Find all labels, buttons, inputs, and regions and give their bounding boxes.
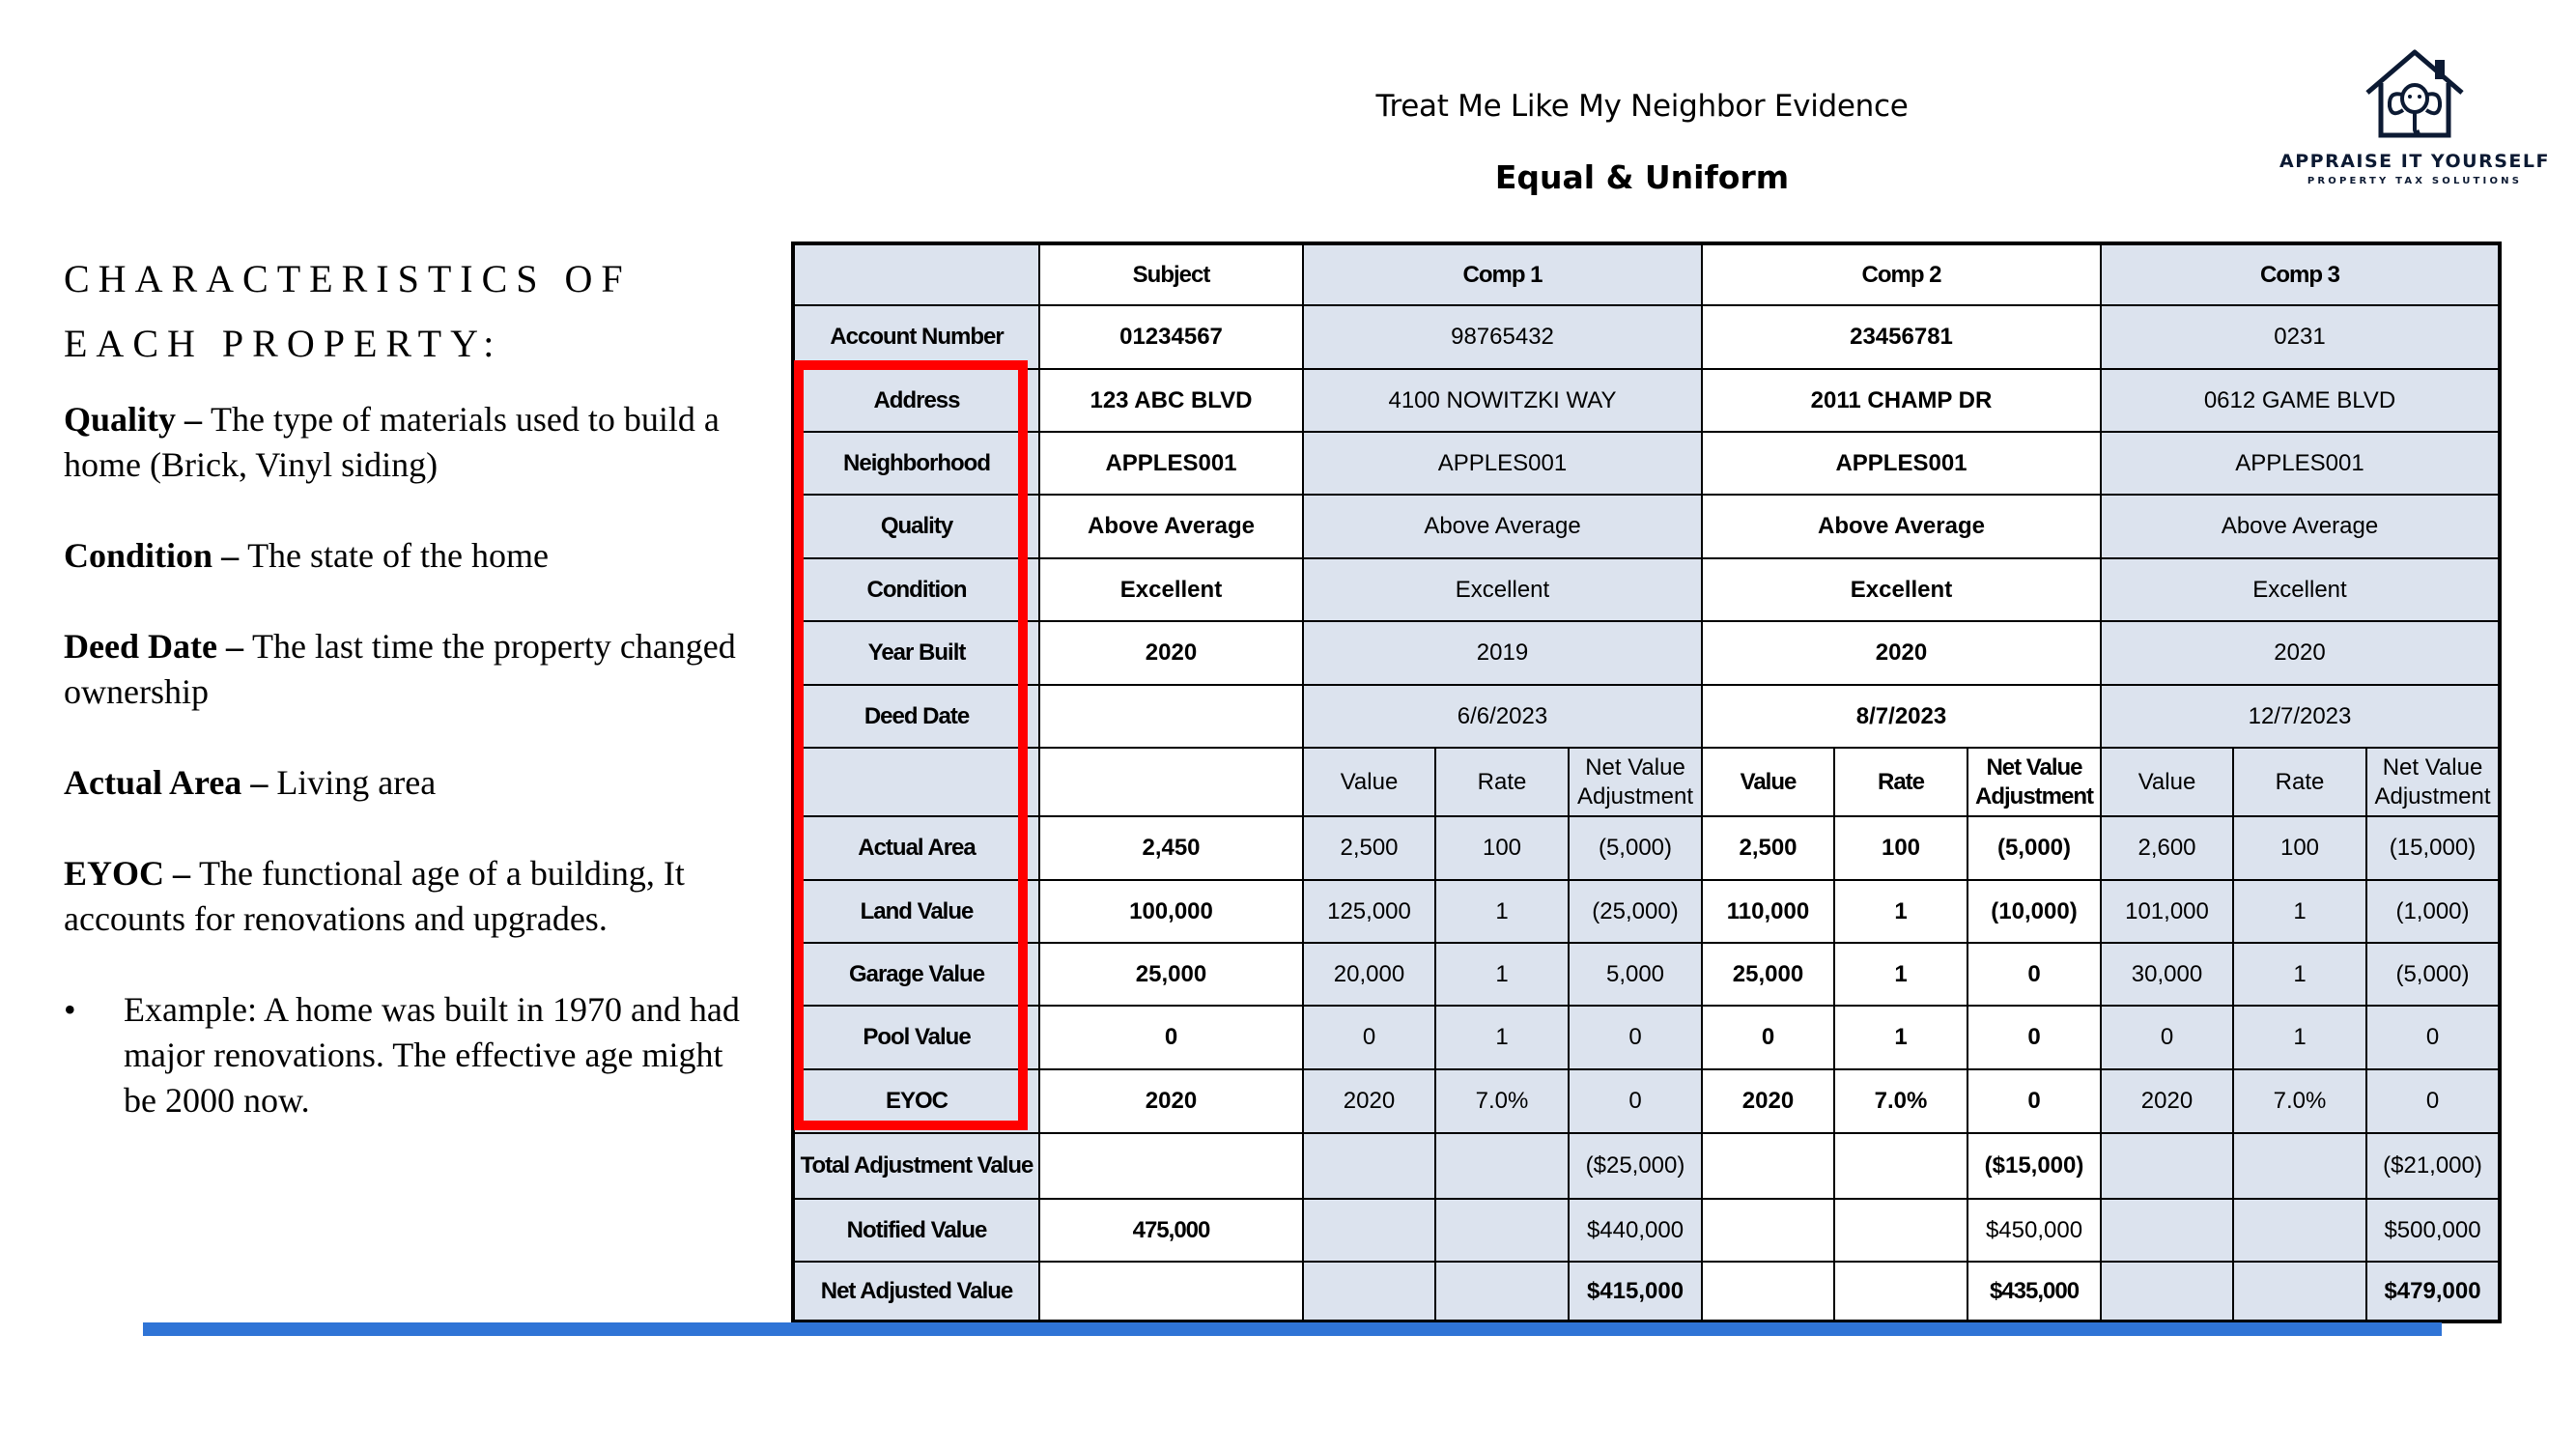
header-row <box>793 243 2500 305</box>
comp1-net: $440,000 <box>1569 1199 1702 1262</box>
subject-cell: 25,000 <box>1039 943 1303 1006</box>
definition-text: The functional age of a building, It accounts for renovations and upgrades. <box>64 854 685 938</box>
comp3-net: (15,000) <box>2366 816 2500 880</box>
comp1-net-header <box>1569 748 1702 816</box>
comp1-cell: 6/6/2023 <box>1303 685 1702 748</box>
comp2-value: 25,000 <box>1702 943 1834 1006</box>
comp2-net: (5,000) <box>1967 816 2101 880</box>
subject-cell <box>1039 1262 1303 1321</box>
comp3-value <box>2101 1199 2233 1262</box>
subject-cell: 01234567 <box>1039 305 1303 369</box>
adjustment-row <box>793 1069 2500 1133</box>
comp2-rate-header: Rate <box>1834 748 1967 816</box>
comp1-value-header: Value <box>1303 748 1435 816</box>
row-label: Condition <box>793 558 1039 621</box>
adjustment-row <box>793 880 2500 943</box>
comp1-cell: 98765432 <box>1303 305 1702 369</box>
comp1-net: 0 <box>1569 1006 1702 1069</box>
comp1-net: 0 <box>1569 1069 1702 1133</box>
row-label: Total Adjustment Value <box>793 1133 1039 1199</box>
comp3-rate-header: Rate <box>2233 748 2366 816</box>
header-comp1: Comp 1 <box>1303 243 1702 305</box>
comp3-rate: 100 <box>2233 816 2366 880</box>
term-separator: – <box>212 536 248 575</box>
comp2-rate <box>1834 1199 1967 1262</box>
comp1-rate: 1 <box>1435 880 1569 943</box>
comp1-rate: 1 <box>1435 943 1569 1006</box>
subject-cell: 2020 <box>1039 1069 1303 1133</box>
total-adjustment-row <box>793 1133 2500 1199</box>
comp3-value: 2,600 <box>2101 816 2233 880</box>
comp2-value: 2020 <box>1702 1069 1834 1133</box>
comp1-rate: 100 <box>1435 816 1569 880</box>
definition-text: The state of the home <box>247 536 549 575</box>
comp2-rate: 100 <box>1834 816 1967 880</box>
net-header-line2: Adjustment <box>1975 782 2093 810</box>
comp3-net: (1,000) <box>2366 880 2500 943</box>
comp1-value: 2020 <box>1303 1069 1435 1133</box>
comp3-value: 30,000 <box>2101 943 2233 1006</box>
comp3-net: $500,000 <box>2366 1199 2500 1262</box>
comp1-cell: Above Average <box>1303 495 1702 558</box>
heading-line2: EACH PROPERTY: <box>64 322 503 365</box>
comp3-net: $479,000 <box>2366 1262 2500 1321</box>
comp2-net: $435,000 <box>1967 1262 2101 1321</box>
comp2-value: 2,500 <box>1702 816 1834 880</box>
comp1-cell: 2019 <box>1303 621 1702 685</box>
subject-cell: 0 <box>1039 1006 1303 1069</box>
definition-quality <box>64 397 759 488</box>
company-logo <box>2279 46 2550 201</box>
characteristics-heading <box>64 246 759 376</box>
logo-tagline: PROPERTY TAX SOLUTIONS <box>2307 176 2523 186</box>
definition-deed-date <box>64 624 759 715</box>
comp1-value <box>1303 1133 1435 1199</box>
comp2-value-header: Value <box>1702 748 1834 816</box>
term-deed-date: Deed Date <box>64 627 217 666</box>
comp1-net: $415,000 <box>1569 1262 1702 1321</box>
comp3-value: 2020 <box>2101 1069 2233 1133</box>
comp2-net: 0 <box>1967 943 2101 1006</box>
subject-cell: 475,000 <box>1039 1199 1303 1262</box>
subject-cell: Excellent <box>1039 558 1303 621</box>
corner-cell <box>793 243 1039 305</box>
comp2-rate: 1 <box>1834 943 1967 1006</box>
term-separator: – <box>164 854 200 893</box>
comp1-net: (25,000) <box>1569 880 1702 943</box>
comp1-net: 5,000 <box>1569 943 1702 1006</box>
row-label: Quality <box>793 495 1039 558</box>
subject-cell: 123 ABC BLVD <box>1039 369 1303 432</box>
comp1-rate: 1 <box>1435 1006 1569 1069</box>
comp2-rate: 1 <box>1834 880 1967 943</box>
term-condition: Condition <box>64 536 213 575</box>
row-label: Year Built <box>793 621 1039 685</box>
comp2-cell: 8/7/2023 <box>1702 685 2101 748</box>
comp3-net: 0 <box>2366 1006 2500 1069</box>
definition-eyoc <box>64 851 759 942</box>
footer-line <box>143 1322 2442 1336</box>
term-separator: – <box>216 627 252 666</box>
house-elephant-icon <box>2362 46 2468 143</box>
subject-cell: APPLES001 <box>1039 432 1303 495</box>
subject-cell: 100,000 <box>1039 880 1303 943</box>
example-bullet <box>64 987 759 1123</box>
net-header-line2: Adjustment <box>1576 782 1694 810</box>
term-quality: Quality <box>64 400 177 439</box>
comp1-rate: 7.0% <box>1435 1069 1569 1133</box>
comp3-value: 101,000 <box>2101 880 2233 943</box>
header-comp2: Comp 2 <box>1702 243 2101 305</box>
definition-text: The last time the property changed ownership <box>64 627 736 711</box>
comp2-value <box>1702 1133 1834 1199</box>
example-text: Example: A home was built in 1970 and had major renovations. The effective age might be 2000 now. <box>124 990 740 1120</box>
comp3-cell: Excellent <box>2101 558 2500 621</box>
comp1-cell: Excellent <box>1303 558 1702 621</box>
row-label: Garage Value <box>793 943 1039 1006</box>
comp1-net: (5,000) <box>1569 816 1702 880</box>
comp3-cell: Above Average <box>2101 495 2500 558</box>
adjustment-row <box>793 1006 2500 1069</box>
comp3-rate <box>2233 1262 2366 1321</box>
comp2-net: (10,000) <box>1967 880 2101 943</box>
net-header-line2: Adjustment <box>2374 782 2491 810</box>
subject-cell: 2,450 <box>1039 816 1303 880</box>
comp2-value <box>1702 1199 1834 1262</box>
comp3-value: 0 <box>2101 1006 2233 1069</box>
comp3-rate <box>2233 1133 2366 1199</box>
comp3-net-header <box>2366 748 2500 816</box>
blank-subject-cell <box>1039 748 1303 816</box>
header-subject: Subject <box>1039 243 1303 305</box>
comp3-cell: APPLES001 <box>2101 432 2500 495</box>
definition-text: Living area <box>276 763 437 802</box>
comp3-value <box>2101 1133 2233 1199</box>
row-label: Land Value <box>793 880 1039 943</box>
net-header-line1: Net Value <box>1585 753 1685 781</box>
notified-value-row <box>793 1199 2500 1262</box>
table-row <box>793 495 2500 558</box>
comp1-value: 0 <box>1303 1006 1435 1069</box>
header-comp3: Comp 3 <box>2101 243 2500 305</box>
comp2-rate <box>1834 1133 1967 1199</box>
comp1-rate-header: Rate <box>1435 748 1569 816</box>
comp3-net: (5,000) <box>2366 943 2500 1006</box>
comp1-rate <box>1435 1199 1569 1262</box>
subject-cell <box>1039 685 1303 748</box>
comp2-cell: 23456781 <box>1702 305 2101 369</box>
subheader-row <box>793 748 2500 816</box>
subject-cell <box>1039 1133 1303 1199</box>
subject-cell: Above Average <box>1039 495 1303 558</box>
comp1-value <box>1303 1262 1435 1321</box>
comp1-rate <box>1435 1133 1569 1199</box>
comp2-net-header <box>1967 748 2101 816</box>
adjustment-row <box>793 943 2500 1006</box>
comp3-cell: 12/7/2023 <box>2101 685 2500 748</box>
highlight-box <box>794 360 1028 1130</box>
slide-subtitle: Equal & Uniform <box>1494 158 1790 196</box>
net-header-line1: Net Value <box>2382 753 2483 781</box>
logo-name: APPRAISE IT YOURSELF <box>2279 151 2550 172</box>
heading-line1: CHARACTERISTICS OF <box>64 257 632 300</box>
row-label: Neighborhood <box>793 432 1039 495</box>
comp2-rate <box>1834 1262 1967 1321</box>
comp1-value <box>1303 1199 1435 1262</box>
comp2-rate: 1 <box>1834 1006 1967 1069</box>
comp3-rate: 1 <box>2233 880 2366 943</box>
comp1-rate <box>1435 1262 1569 1321</box>
table-row <box>793 621 2500 685</box>
slide-title: Treat Me Like My Neighbor Evidence <box>1375 89 1909 124</box>
term-separator: – <box>241 763 277 802</box>
comp2-net: 0 <box>1967 1069 2101 1133</box>
comp2-rate: 7.0% <box>1834 1069 1967 1133</box>
comp2-cell: 2020 <box>1702 621 2101 685</box>
comp3-rate: 7.0% <box>2233 1069 2366 1133</box>
table-row <box>793 558 2500 621</box>
comp2-cell: 2011 CHAMP DR <box>1702 369 2101 432</box>
comp3-net: 0 <box>2366 1069 2500 1133</box>
comp3-value <box>2101 1262 2233 1321</box>
definition-actual-area <box>64 760 759 806</box>
comp1-value: 125,000 <box>1303 880 1435 943</box>
comp2-value: 0 <box>1702 1006 1834 1069</box>
comp1-cell: APPLES001 <box>1303 432 1702 495</box>
net-adjusted-value-row <box>793 1262 2500 1321</box>
term-eyoc: EYOC <box>64 854 165 893</box>
comp2-value <box>1702 1262 1834 1321</box>
row-label: Pool Value <box>793 1006 1039 1069</box>
comp3-cell: 0612 GAME BLVD <box>2101 369 2500 432</box>
comp1-net: ($25,000) <box>1569 1133 1702 1199</box>
table-row <box>793 432 2500 495</box>
comp1-value: 20,000 <box>1303 943 1435 1006</box>
comp3-cell: 2020 <box>2101 621 2500 685</box>
comp3-rate <box>2233 1199 2366 1262</box>
table-row <box>793 369 2500 432</box>
comp3-net: ($21,000) <box>2366 1133 2500 1199</box>
comp3-rate: 1 <box>2233 943 2366 1006</box>
term-separator: – <box>176 400 212 439</box>
row-label: EYOC <box>793 1069 1039 1133</box>
comp1-cell: 4100 NOWITZKI WAY <box>1303 369 1702 432</box>
characteristics-panel <box>64 246 759 1123</box>
bullet-dot: • <box>64 990 76 1029</box>
comp2-net: $450,000 <box>1967 1199 2101 1262</box>
definition-condition <box>64 533 759 579</box>
row-label: Account Number <box>793 305 1039 369</box>
subject-cell: 2020 <box>1039 621 1303 685</box>
definition-text: The type of materials used to build a home (Brick, Vinyl siding) <box>64 400 720 484</box>
table-row <box>793 305 2500 369</box>
comp2-value: 110,000 <box>1702 880 1834 943</box>
comp2-cell: APPLES001 <box>1702 432 2101 495</box>
comp1-value: 2,500 <box>1303 816 1435 880</box>
net-header-line1: Net Value <box>1986 753 2082 781</box>
row-label: Net Adjusted Value <box>793 1262 1039 1321</box>
comp3-value-header: Value <box>2101 748 2233 816</box>
comp2-cell: Excellent <box>1702 558 2101 621</box>
table-row <box>793 685 2500 748</box>
adjustment-row <box>793 816 2500 880</box>
row-label: Deed Date <box>793 685 1039 748</box>
comp2-net: ($15,000) <box>1967 1133 2101 1199</box>
row-label: Notified Value <box>793 1199 1039 1262</box>
comp3-cell: 0231 <box>2101 305 2500 369</box>
term-actual-area: Actual Area <box>64 763 242 802</box>
comp2-net: 0 <box>1967 1006 2101 1069</box>
comparison-table <box>791 242 2502 1323</box>
comp2-cell: Above Average <box>1702 495 2101 558</box>
row-label: Address <box>793 369 1039 432</box>
comp3-rate: 1 <box>2233 1006 2366 1069</box>
row-label: Actual Area <box>793 816 1039 880</box>
